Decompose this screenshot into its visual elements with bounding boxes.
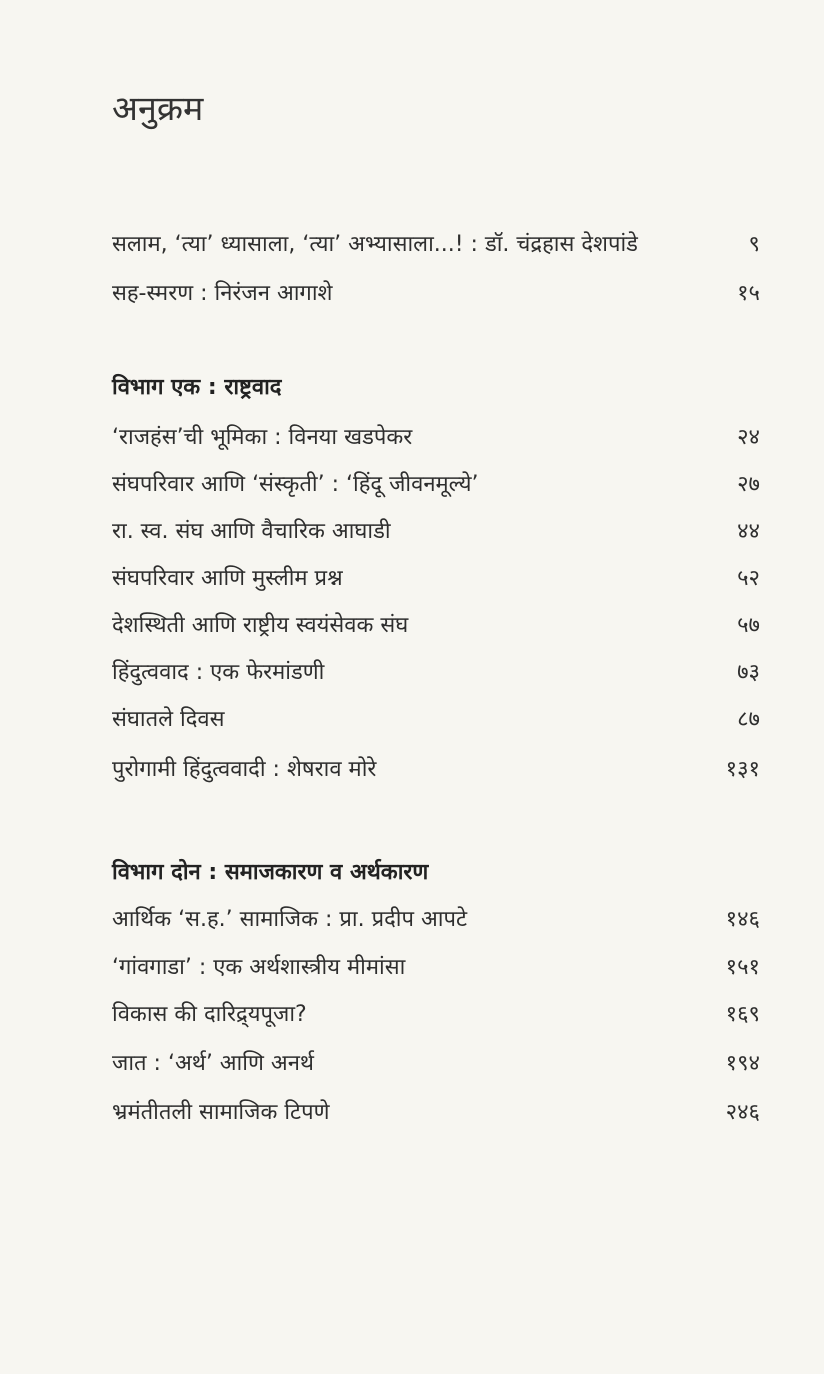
toc-entry [112,515,760,549]
toc-entry-title: ‘गांवगाडा’ : एक अर्थशास्त्रीय मीमांसा [112,955,406,980]
toc-entry-page: ५७ [737,613,760,638]
toc-entry-page: ९ [748,232,760,257]
toc-entry [112,1047,760,1081]
toc-entry-title: जात : ‘अर्थ’ आणि अनर्थ [112,1051,314,1076]
toc-entry-title: हिंदुत्ववाद : एक फेरमांडणी [112,660,325,685]
toc-entry-page: १९४ [725,1051,760,1076]
toc-entry [112,228,760,262]
toc-entry [112,656,760,690]
toc-entry-page: ८७ [737,707,760,732]
toc-entry-title: भ्रमंतीतली सामाजिक टिपणे [112,1100,330,1125]
toc-entry [112,951,760,985]
toc-entry [112,562,760,596]
toc-entry-title: ‘राजहंस’ची भूमिका : विनया खडपेकर [112,425,413,450]
toc-entry-page: २४६ [725,1100,760,1125]
toc-entry-page: १४६ [725,907,760,932]
toc-entry [112,421,760,455]
toc-entry [112,703,760,737]
section-heading-2: विभाग दोन : समाजकारण व अर्थकारण [112,860,429,885]
toc-entry-title: पुरोगामी हिंदुत्ववादी : शेषराव मोरे [112,757,377,782]
toc-entry [112,1096,760,1130]
toc-entry-page: ७३ [737,660,760,685]
page-title: अनुक्रम [112,89,204,129]
toc-entry-title: देशस्थिती आणि राष्ट्रीय स्वयंसेवक संघ [112,613,409,638]
toc-entry-title: सह-स्मरण : निरंजन आगाशे [112,281,333,306]
toc-entry-title: संघातले दिवस [112,707,225,732]
toc-entry-page: २४ [737,425,760,450]
section-heading-1: विभाग एक : राष्ट्रवाद [112,375,282,400]
toc-entry-page: ४४ [737,519,760,544]
toc-entry-title: संघपरिवार आणि मुस्लीम प्रश्न [112,566,343,591]
toc-entry-page: १५१ [725,955,760,980]
toc-entry [112,277,760,311]
toc-entry [112,998,760,1032]
toc-entry-title: संघपरिवार आणि ‘संस्कृती’ : ‘हिंदू जीवनमूल्ये’ [112,472,479,497]
toc-entry-page: २७ [737,472,760,497]
toc-entry [112,753,760,787]
toc-entry-title: आर्थिक ‘स.ह.’ सामाजिक : प्रा. प्रदीप आपटे [112,907,468,932]
toc-entry-title: विकास की दारिद्र्यपूजा? [112,1002,307,1027]
toc-entry-page: १३१ [725,757,760,782]
toc-entry-page: १६९ [725,1002,760,1027]
toc-entry [112,903,760,937]
toc-entry [112,468,760,502]
toc-entry-title: सलाम, ‘त्या’ ध्यासाला, ‘त्या’ अभ्यासाला...! : डॉ. चंद्रहास देशपांडे [112,232,638,257]
toc-entry-title: रा. स्व. संघ आणि वैचारिक आघाडी [112,519,391,544]
toc-entry-page: ५२ [737,566,760,591]
toc-entry-page: १५ [737,281,760,306]
toc-entry [112,609,760,643]
